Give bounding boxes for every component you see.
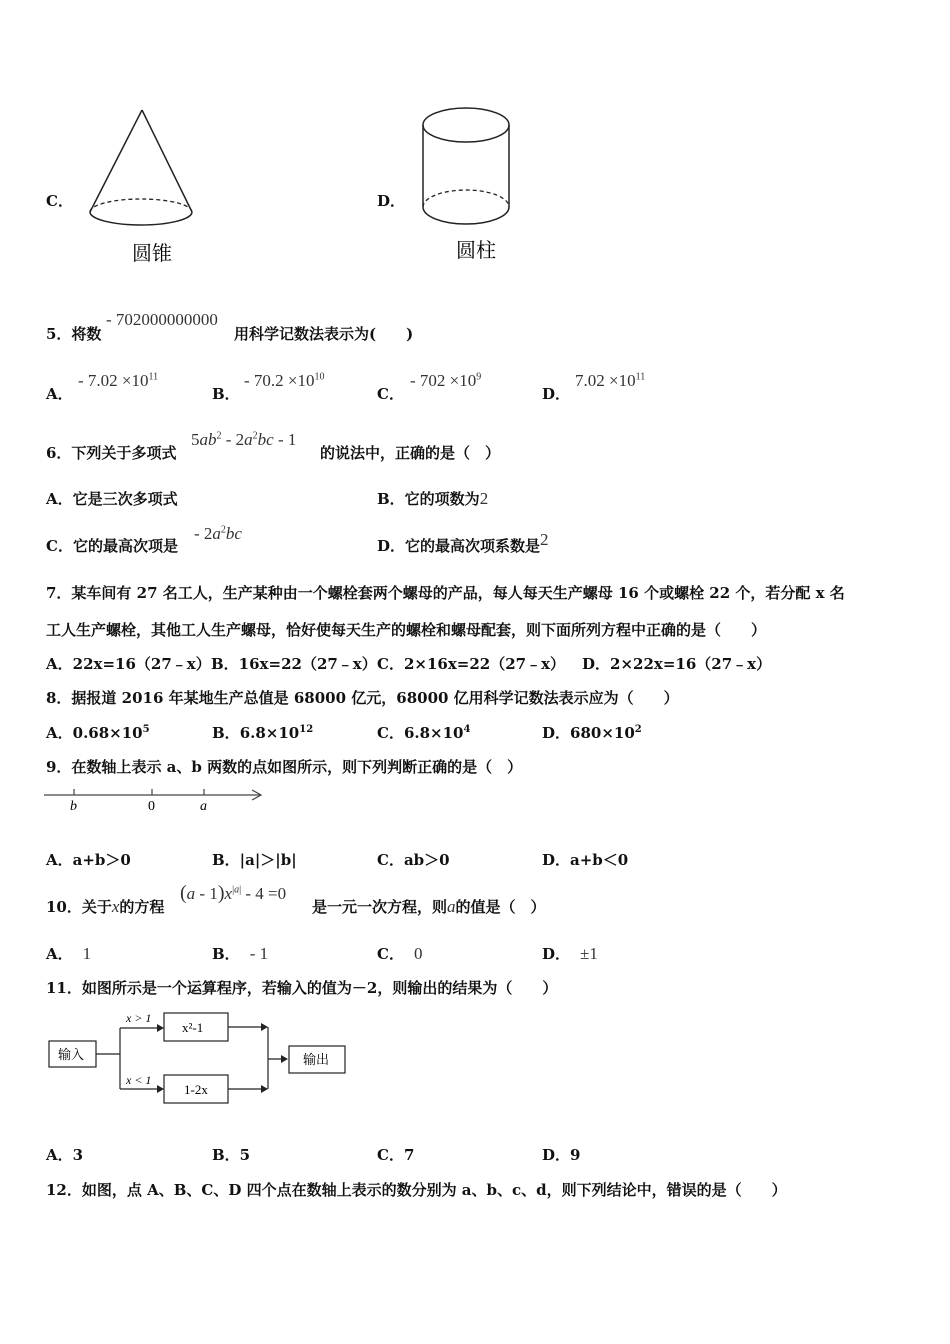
flow-condition-bottom: x < 1 [126, 1073, 152, 1087]
q9-option-c: C．ab＞0 [377, 851, 450, 869]
q6-option-c-term: - $2a^2bc$ [194, 524, 242, 543]
q10-stem: 10．关于x的方程 [46, 897, 165, 916]
option-d-label: D． [377, 192, 406, 210]
q10-suffix: 是一元一次方程，则a的值是（ ） [312, 897, 546, 916]
q5-option-b-label: B． [212, 385, 240, 403]
q11-option-b: B．5 [212, 1146, 251, 1164]
q8-option-c: C．$6.8\times 10^4$ [377, 724, 471, 742]
q7-option-d: D．2×22x=16（27﹣x） [582, 655, 772, 673]
q5-option-a-label: A． [46, 385, 73, 403]
q5-option-d-label: D． [542, 385, 571, 403]
q10-option-c: C． 0 [377, 944, 423, 963]
q8-option-a: A．$0.68\times 10^5$ [46, 724, 150, 742]
cone-figure [80, 100, 210, 270]
q11-stem: 11．如图所示是一个运算程序，若输入的值为－2，则输出的结果为（ ） [46, 979, 558, 997]
q7-line2: 工人生产螺栓，其他工人生产螺母，恰好使每天生产的螺栓和螺母配套，则下面所列方程中正确的是（ ） [46, 621, 767, 639]
flow-condition-top: x > 1 [126, 1011, 152, 1025]
q9-option-d: D．a+b＜0 [542, 851, 629, 869]
q7-option-a: A．22x=16（27﹣x） [46, 655, 211, 673]
q11-option-d: D．9 [542, 1146, 581, 1164]
q12-stem: 12．如图，点 A、B、C、D 四个点在数轴上表示的数分别为 a、b、c、d，则下列结论中，错误的是（ ） [46, 1181, 787, 1199]
q6-suffix: 的说法中，正确的是（ ） [320, 444, 501, 462]
q8-option-b: B．$6.8\times 10^{12}$ [212, 724, 314, 742]
flow-output-box: 输出 [303, 1052, 330, 1067]
q9-axis-label-zero: 0 [148, 799, 155, 814]
q11-flowchart [46, 1008, 351, 1113]
q5-suffix: 用科学记数法表示为( ) [234, 325, 414, 343]
flow-input-box: 输入 [58, 1047, 85, 1062]
q11-option-a: A．3 [46, 1146, 84, 1164]
q10-option-a: A． 1 [46, 944, 92, 963]
q10-equation: $(a - 1)x^{|a|} - 4 =0$ [180, 882, 287, 904]
q9-axis-label-a: a [200, 799, 207, 814]
q6-option-a: A．它是三次多项式 [46, 490, 178, 508]
q6-option-d: D．它的最高次项系数是2 [377, 530, 549, 555]
q5-option-d-value: $7.02 \times 10^{11}$ [575, 371, 646, 390]
q5-option-c-label: C． [377, 385, 404, 403]
q8-stem: 8．据报道 2016 年某地生产总值是 68000 亿元，68000 亿用科学记数法表示应为（ ） [46, 689, 679, 707]
cylinder-caption: 圆柱 [456, 240, 496, 262]
q9-axis-label-b: b [70, 799, 77, 814]
q5-option-b-value: - $70.2 \times 10^{10}$ [244, 371, 325, 390]
q5-option-c-value: - $702 \times 10^9$ [410, 371, 482, 390]
option-c-label: C． [46, 192, 73, 210]
q7-line1: 7．某车间有 27 名工人，生产某种由一个螺栓套两个螺母的产品，每人每天生产螺母 16 个或螺栓 22 个，若分配 x 名 [46, 584, 845, 602]
q5-number: - 702000000000 [106, 310, 218, 329]
flow-box-bottom: 1-2x [184, 1082, 208, 1097]
q11-option-c: C．7 [377, 1146, 415, 1164]
cylinder-figure [412, 100, 522, 270]
q6-polynomial: $5ab^2 - 2a^2bc - 1$ [191, 430, 297, 449]
q8-option-d: D．$680\times 10^2$ [542, 724, 642, 742]
q6-prefix: 6．下列关于多项式 [46, 444, 177, 462]
q6-option-b: B．它的项数为2 [377, 489, 489, 508]
cone-caption: 圆锥 [132, 243, 172, 265]
q5-prefix: 5．将数 [46, 325, 102, 343]
q9-option-a: A．a+b＞0 [46, 851, 131, 869]
q6-option-c-text: C．它的最高次项是 [46, 537, 178, 555]
q10-option-b: B． - 1 [212, 944, 269, 963]
q9-stem: 9．在数轴上表示 a、b 两数的点如图所示，则下列判断正确的是（ ） [46, 758, 523, 776]
q7-option-c: C．2×16x=22（27﹣x） [377, 655, 566, 673]
flow-box-top: x²-1 [182, 1020, 204, 1035]
q5-option-a-value: - $7.02 \times 10^{11}$ [78, 371, 159, 390]
q10-option-d: D． ±1 [542, 944, 598, 963]
q7-option-b: B．16x=22（27﹣x） [211, 655, 377, 673]
q9-number-line [42, 784, 267, 814]
q9-option-b: B．|a|＞|b| [212, 851, 297, 869]
